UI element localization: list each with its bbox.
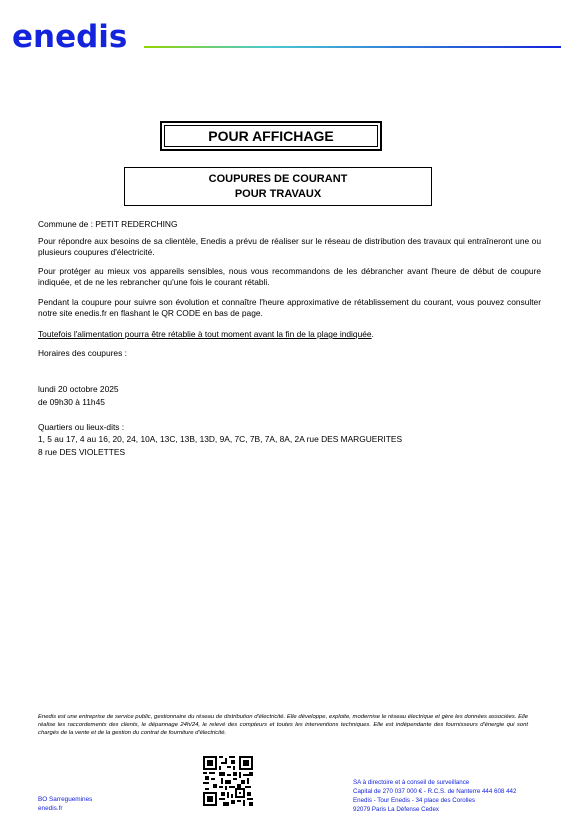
paragraph-followup: Pendant la coupure pour suivre son évolution et connaître l'heure approximative de rétablissement du courant, vous pouvez consulter notre site enedis.fr en flashant le QR CODE en bas de page. (38, 297, 541, 318)
quartiers-label: Quartiers ou lieux-dits : (38, 422, 125, 432)
paragraph-intro: Pour répondre aux besoins de sa clientèle, Enedis a prévu de réaliser sur le réseau de distribution des travaux qui entraîneront une ou plusieurs coupures d'électricité. (38, 236, 541, 257)
notice-title-box (160, 121, 382, 151)
warning-text: Toutefois l'alimentation pourra être rétablie à tout moment avant la fin de la plage indiquée (38, 329, 372, 339)
footer-disclaimer: Enedis est une entreprise de service public, gestionnaire du réseau de distribution d'électricité. Elle développe, exploite, modernise le réseau électrique et gère les données associées. Elle réalise les raccordements des clients, le dépannage 24h/24, le relevé des compteurs et toutes les interventions techniques. Elle est indépendante des fournisseurs d'énergie qui sont chargés de la vente et de la gestion du contrat de fourniture d'électricité. (38, 714, 528, 736)
legal-block (353, 778, 516, 814)
horaires-label: Horaires des coupures : (38, 348, 127, 358)
enedis-logo: enedis (12, 19, 128, 55)
paragraph-protect: Pour protéger au mieux vos appareils sensibles, nous vous recommandons de les débrancher avant l'heure de début de coupure indiquée, et de ne les rebrancher qu'une fois le courant rétabli. (38, 266, 541, 287)
bo-block (38, 795, 92, 813)
legal-line-2: Capital de 270 037 000 € - R.C.S. de Nanterre 444 608 442 (353, 788, 517, 795)
legal-line-1: SA à directoire et à conseil de surveillance (353, 779, 470, 786)
notice-subtitle-line2: POUR TRAVAUX (234, 187, 322, 200)
outage-time-range: de 09h30 à 11h45 (38, 397, 105, 407)
legal-line-3: Enedis - Tour Enedis - 34 place des Corolles (353, 797, 475, 804)
address-line-2: 8 rue DES VIOLETTES (38, 447, 126, 457)
notice-subtitle-box (124, 167, 432, 206)
qr-code-icon[interactable] (203, 756, 253, 806)
paragraph-warning (38, 329, 541, 340)
notice-title: POUR AFFICHAGE (164, 125, 378, 147)
bo-name: BO Sarreguemines (38, 796, 93, 803)
outage-date: lundi 20 octobre 2025 (38, 384, 119, 394)
warning-period: . (371, 329, 374, 339)
address-line-1: 1, 5 au 17, 4 au 16, 20, 24, 10A, 13C, 13B, 13D, 9A, 7C, 7B, 7A, 8A, 2A rue DES MARGUERITES (38, 434, 403, 444)
legal-line-4: 92079 Paris La Défense Cedex (353, 806, 439, 813)
commune-line: Commune de : PETIT REDERCHING (38, 219, 178, 229)
header-accent-line (144, 46, 561, 48)
bo-site-link[interactable]: enedis.fr (38, 805, 63, 812)
notice-subtitle-line1: COUPURES DE COURANT (208, 172, 348, 185)
